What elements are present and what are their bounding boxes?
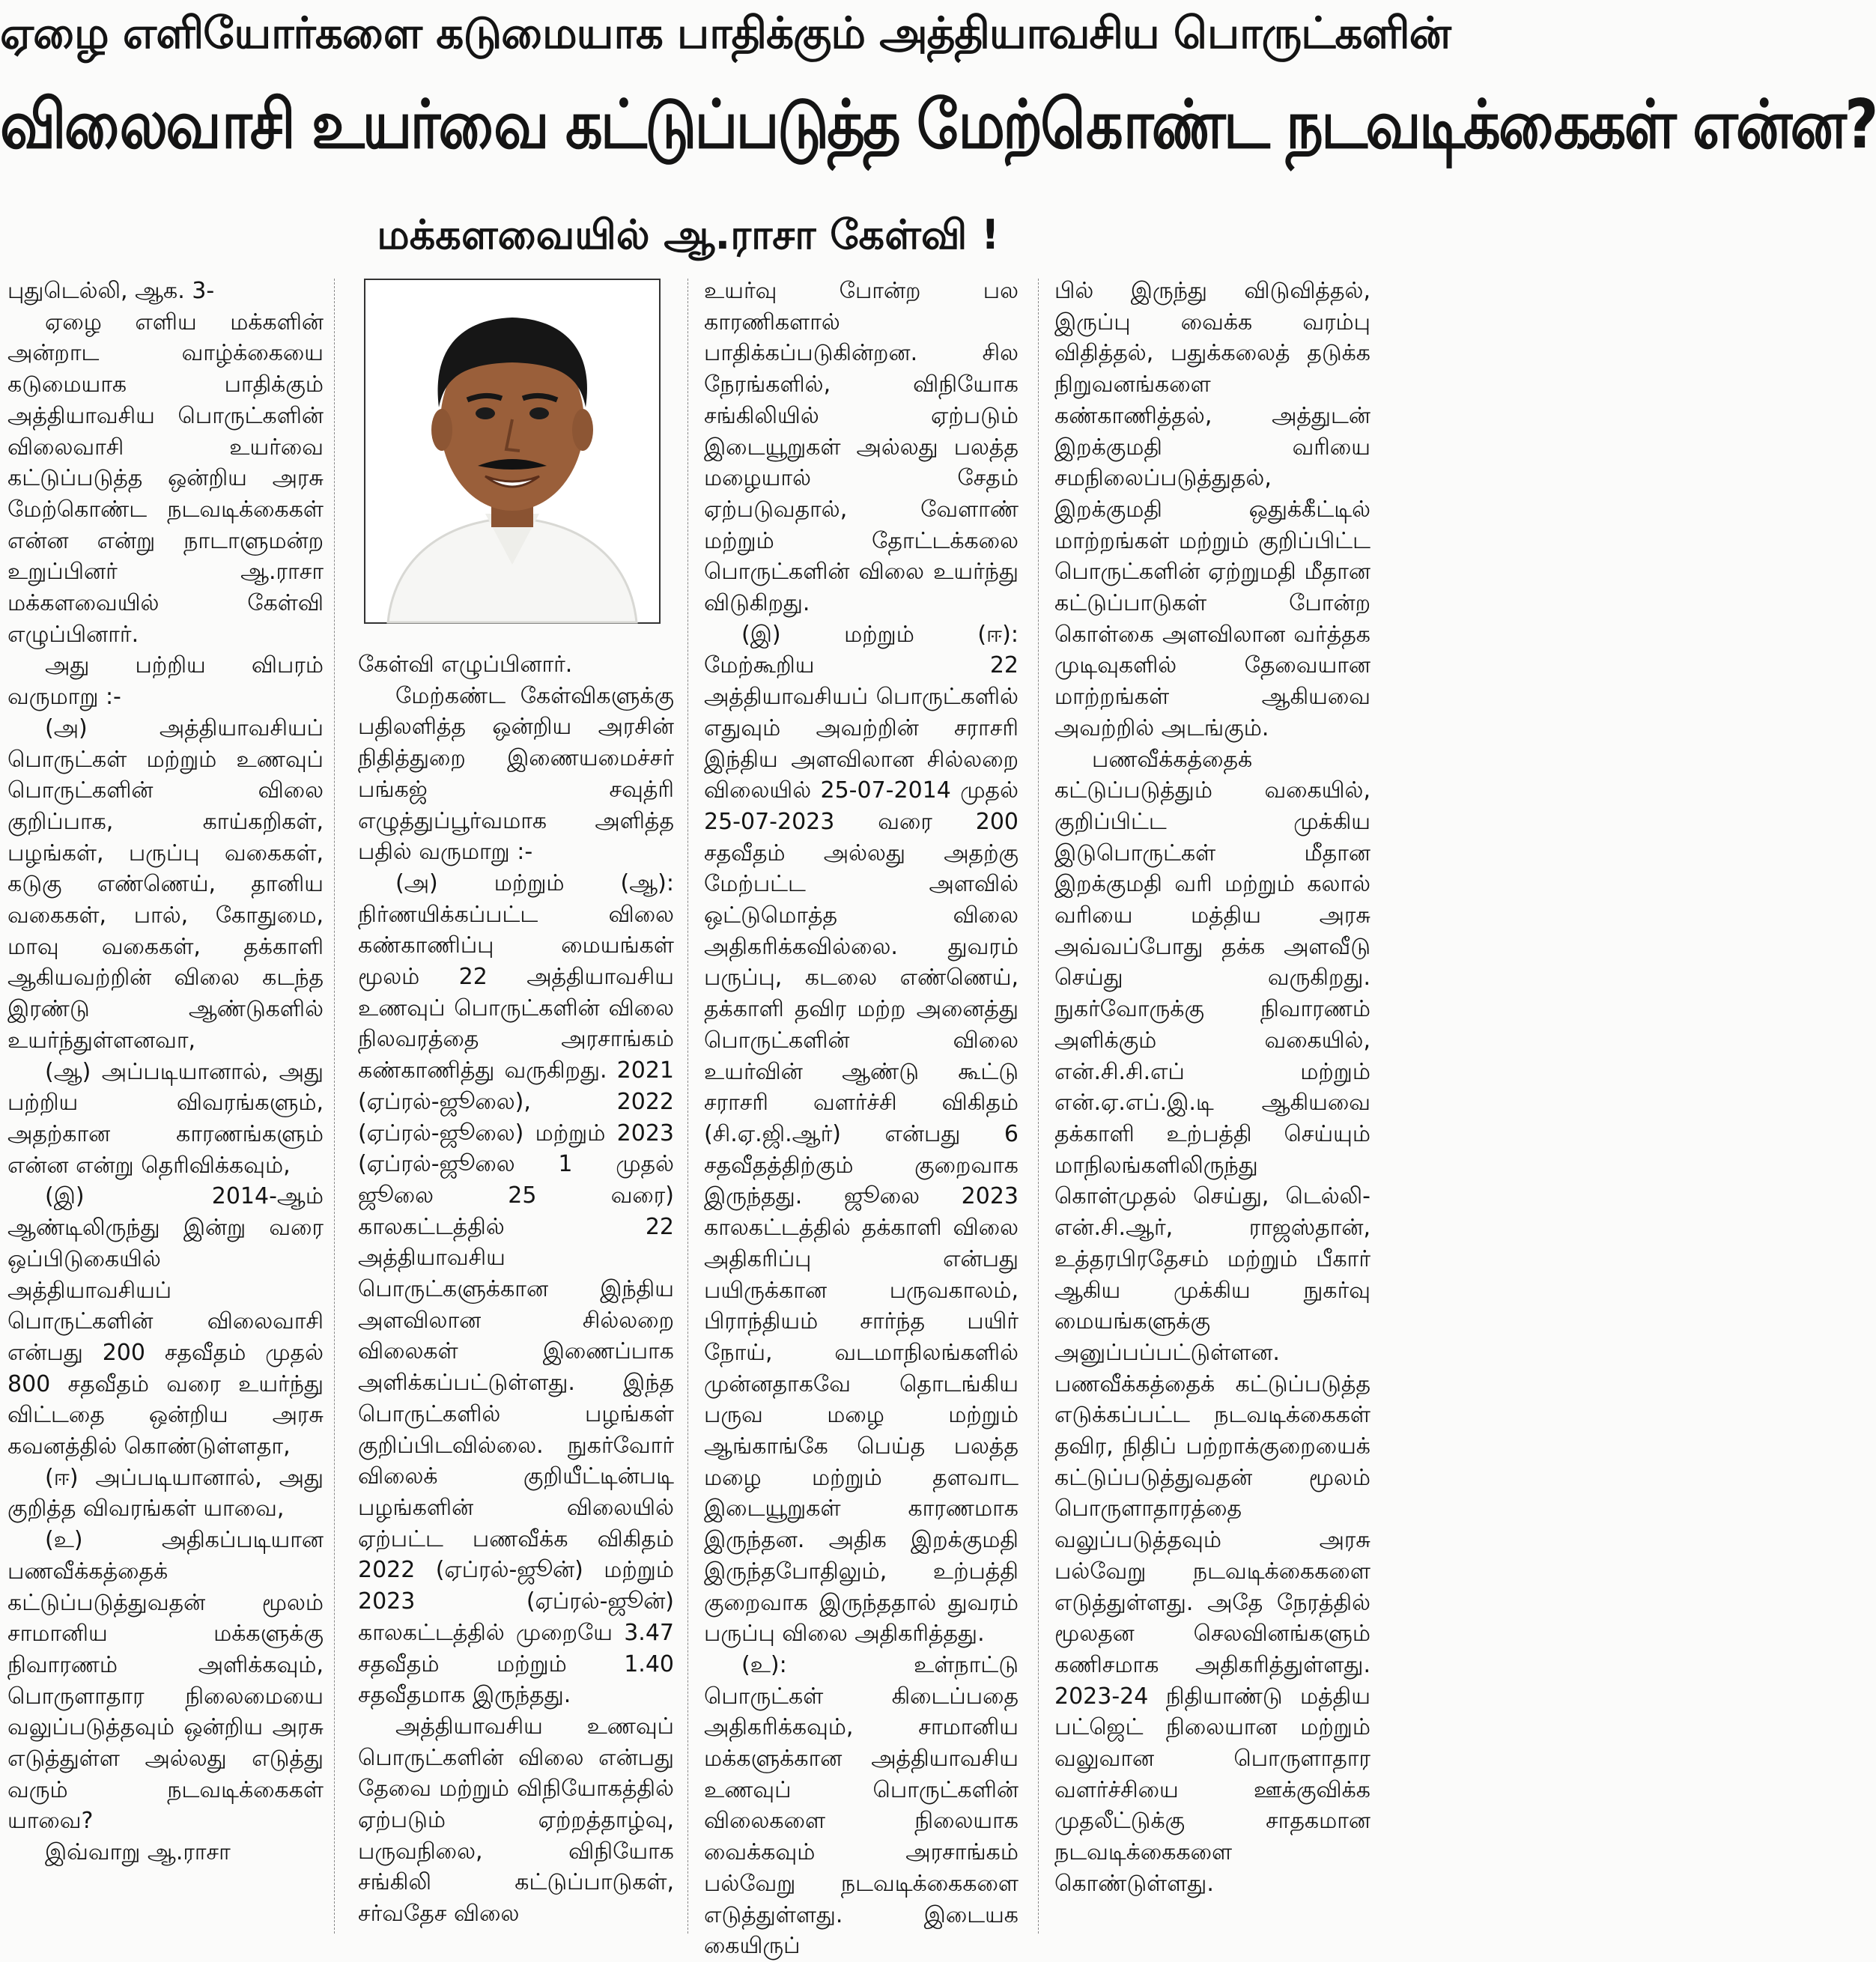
paragraph: (இ) 2014-ஆம் ஆண்டிலிருந்து இன்று வரை ஒப்பிடுகையில் அத்தியாவசியப் பொருட்களின் விலைவாசி என்பது 200 சதவீதம் முதல் 800 சதவீதம் வரை உயர்ந்து விட்டதை ஒன்றிய அரசு கவனத்தில் கொண்டுள்ளதா, xyxy=(7,1183,324,1460)
column-divider xyxy=(334,279,335,1934)
paragraph: இவ்வாறு ஆ.ராசா xyxy=(45,1839,231,1866)
column-divider xyxy=(1038,279,1039,1934)
paragraph: ஏழை எளிய மக்களின் அன்றாட வாழ்க்கையை கடுமையாக பாதிக்கும் அத்தியாவசிய பொருட்களின் விலைவாசி உயர்வை கட்டுப்படுத்த ஒன்றிய அரசு மேற்கொண்ட நடவடிக்கைகள் என்ன என்று நாடாளுமன்ற உறுப்பினர் ஆ.ராசா மக்களவையில் கேள்வி எழுப்பினார். xyxy=(7,309,324,648)
dateline: புதுடெல்லி, ஆக. 3- xyxy=(7,278,215,304)
main-headline: விலைவாசி உயர்வை கட்டுப்படுத்த மேற்கொண்ட நடவடிக்கைகள் என்ன? xyxy=(0,86,1876,164)
paragraph: உயர்வு போன்ற பல காரணிகளால் பாதிக்கப்படுகின்றன. சில நேரங்களில், விநியோக சங்கிலியில் ஏற்படும் இடையூறுகள் அல்லது பலத்த மழையால் சேதம் ஏற்படுவதால், வேளாண் மற்றும் தோட்டக்கலை பொருட்களின் விலை உயர்ந்து விடுகிறது. xyxy=(704,278,1019,617)
paragraph: பணவீக்கத்தைக் கட்டுப்படுத்தும் வகையில், குறிப்பிட்ட முக்கிய இடுபொருட்கள் மீதான இறக்குமதி வரி மற்றும் கலால் வரியை மத்திய அரசு அவ்வப்போது தக்க அளவீடு செய்து வருகிறது. நுகர்வோருக்கு நிவாரணம் அளிக்கும் வகையில், என்.சி.சி.எப் மற்றும் என்.ஏ.எப்.இ.டி ஆகியவை தக்காளி உற்பத்தி செய்யும் மாநிலங்களிலிருந்து கொள்முதல் செய்து, டெல்லி-என்.சி.ஆர், ராஜஸ்தான், உத்தரபிரதேசம் மற்றும் பீகார் ஆகிய முக்கிய நுகர்வு மையங்களுக்கு அனுப்பப்பட்டுள்ளன. பணவீக்கத்தைக் கட்டுப்படுத்த எடுக்கப்பட்ட நடவடிக்கைகள் தவிர, நிதிப் பற்றாக்குறையைக் கட்டுப்படுத்துவதன் மூலம் பொருளாதாரத்தை வலுப்படுத்தவும் அரசு பல்வேறு நடவடிக்கைகளை எடுத்துள்ளது. அதே நேரத்தில் மூலதன செலவினங்களும் கணிசமாக அதிகரித்துள்ளது. 2023-24 நிதியாண்டு மத்திய பட்ஜெட் நிலையான மற்றும் வலுவான பொருளாதார வளர்ச்சியை ஊக்குவிக்க முதலீட்டுக்கு சாதகமான நடவடிக்கைகளை கொண்டுள்ளது. xyxy=(1054,746,1370,1897)
paragraph: (இ) மற்றும் (ஈ): மேற்கூறிய 22 அத்தியாவசியப் பொருட்களில் எதுவும் அவற்றின் சராசரி இந்திய அளவிலான சில்லறை விலையில் 25-07-2014 முதல் 25-07-2023 வரை 200 சதவீதம் அல்லது அதற்கு மேற்பட்ட அளவில் ஒட்டுமொத்த விலை அதிகரிக்கவில்லை. துவரம் பருப்பு, கடலை எண்ணெய், தக்காளி தவிர மற்ற அனைத்து பொருட்களின் விலை உயர்வின் ஆண்டு கூட்டு சராசரி வளர்ச்சி விகிதம் (சி.ஏ.ஜி.ஆர்) என்பது 6 சதவீதத்திற்கும் குறைவாக இருந்தது. ஜூலை 2023 காலகட்டத்தில் தக்காளி விலை அதிகரிப்பு என்பது பயிருக்கான பருவகாலம், பிராந்தியம் சார்ந்த பயிர் நோய், வடமாநிலங்களில் முன்னதாகவே தொடங்கிய பருவ மழை மற்றும் ஆங்காங்கே பெய்த பலத்த மழை மற்றும் தளவாட இடையூறுகள் காரணமாக இருந்தன. அதிக இறக்குமதி இருந்தபோதிலும், உற்பத்தி குறைவாக இருந்ததால் துவரம் பருப்பு விலை அதிகரித்தது. xyxy=(704,621,1019,1647)
portrait-illustration xyxy=(365,280,659,622)
paragraph: (உ): உள்நாட்டு பொருட்கள் கிடைப்பதை அதிகரிக்கவும், சாமானிய மக்களுக்கான அத்தியாவசிய உணவுப் பொருட்களின் விலைகளை நிலையாக வைக்கவும் அரசாங்கம் பல்வேறு நடவடிக்கைகளை எடுத்துள்ளது. இடையக கையிருப் xyxy=(704,1651,1019,1960)
portrait-photo xyxy=(364,279,661,624)
kicker-headline: ஏழை எளியோர்களை கடுமையாக பாதிக்கும் அத்தியாவசிய பொருட்களின் xyxy=(0,7,1451,58)
paragraph: பில் இருந்து விடுவித்தல், இருப்பு வைக்க வரம்பு விதித்தல், பதுக்கலைத் தடுக்க நிறுவனங்களை கண்காணித்தல், அத்துடன் இறக்குமதி வரியை சமநிலைப்படுத்துதல், இறக்குமதி ஒதுக்கீட்டில் மாற்றங்கள் மற்றும் குறிப்பிட்ட பொருட்களின் ஏற்றுமதி மீதான கட்டுப்பாடுகள் போன்ற கொள்கை அளவிலான வர்த்தக முடிவுகளில் தேவையான மாற்றங்கள் ஆகியவை அவற்றில் அடங்கும். xyxy=(1054,278,1370,741)
article-column-4 xyxy=(1054,276,1370,1900)
paragraph: (அ) அத்தியாவசியப் பொருட்கள் மற்றும் உணவுப் பொருட்களின் விலை குறிப்பாக, காய்கறிகள், பழங்கள், பருப்பு வகைகள், கடுகு எண்ணெய், தானிய வகைகள், பால், கோதுமை, மாவு வகைகள், தக்காளி ஆகியவற்றின் விலை கடந்த இரண்டு ஆண்டுகளில் உயர்ந்துள்ளனவா, xyxy=(7,714,324,1054)
sub-headline: மக்களவையில் ஆ.ராசா கேள்வி ! xyxy=(377,211,1000,258)
paragraph: (உ) அதிகப்படியான பணவீக்கத்தைக் கட்டுப்படுத்துவதன் மூலம் சாமானிய மக்களுக்கு நிவாரணம் அளிக்கவும், பொருளாதார நிலைமையை வலுப்படுத்தவும் ஒன்றிய அரசு எடுத்துள்ள அல்லது எடுத்து வரும் நடவடிக்கைகள் யாவை? xyxy=(7,1527,324,1835)
paragraph: அது பற்றிய விபரம் வருமாறு :- xyxy=(7,652,324,711)
article-column-3 xyxy=(704,276,1019,1962)
paragraph: (அ) மற்றும் (ஆ): நிர்ணயிக்கப்பட்ட விலை கண்காணிப்பு மையங்கள் மூலம் 22 அத்தியாவசிய உணவுப் பொருட்களின் விலை நிலவரத்தை அரசாங்கம் கண்காணித்து வருகிறது. 2021 (ஏப்ரல்-ஜூலை), 2022 (ஏப்ரல்-ஜூலை) மற்றும் 2023 (ஏப்ரல்-ஜூலை 1 முதல் ஜூலை 25 வரை) காலகட்டத்தில் 22 அத்தியாவசிய பொருட்களுக்கான இந்திய அளவிலான சில்லறை விலைகள் இணைப்பாக அளிக்கப்பட்டுள்ளது. இந்த பொருட்களில் பழங்கள் குறிப்பிடவில்லை. நுகர்வோர் விலைக் குறியீட்டின்படி பழங்களின் விலையில் ஏற்பட்ட பணவீக்க விகிதம் 2022 (ஏப்ரல்-ஜூன்) மற்றும் 2023 (ஏப்ரல்-ஜூன்) காலகட்டத்தில் முறையே 3.47 சதவீதம் மற்றும் 1.40 சதவீதமாக இருந்தது. xyxy=(358,869,674,1709)
article-column-1 xyxy=(7,276,324,1868)
paragraph: கேள்வி எழுப்பினார். xyxy=(358,652,573,678)
paragraph: மேற்கண்ட கேள்விகளுக்கு பதிலளித்த ஒன்றிய அரசின் நிதித்துறை இணையமைச்சர் பங்கஜ் சவுத்ரி எழுத்துப்பூர்வமாக அளித்த பதில் வருமாறு :- xyxy=(358,682,674,866)
paragraph: அத்தியாவசிய உணவுப் பொருட்களின் விலை என்பது தேவை மற்றும் விநியோகத்தில் ஏற்படும் ஏற்றத்தாழ்வு, பருவநிலை, விநியோக சங்கிலி கட்டுப்பாடுகள், சர்வதேச விலை xyxy=(358,1713,674,1928)
column-2-text xyxy=(358,649,674,1930)
column-divider xyxy=(687,279,688,1934)
paragraph: (ஈ) அப்படியானால், அது குறித்த விவரங்கள் யாவை, xyxy=(7,1464,324,1522)
paragraph: (ஆ) அப்படியானால், அது பற்றிய விவரங்களும், அதற்கான காரணங்களும் என்ன என்று தெரிவிக்கவும், xyxy=(7,1058,324,1179)
